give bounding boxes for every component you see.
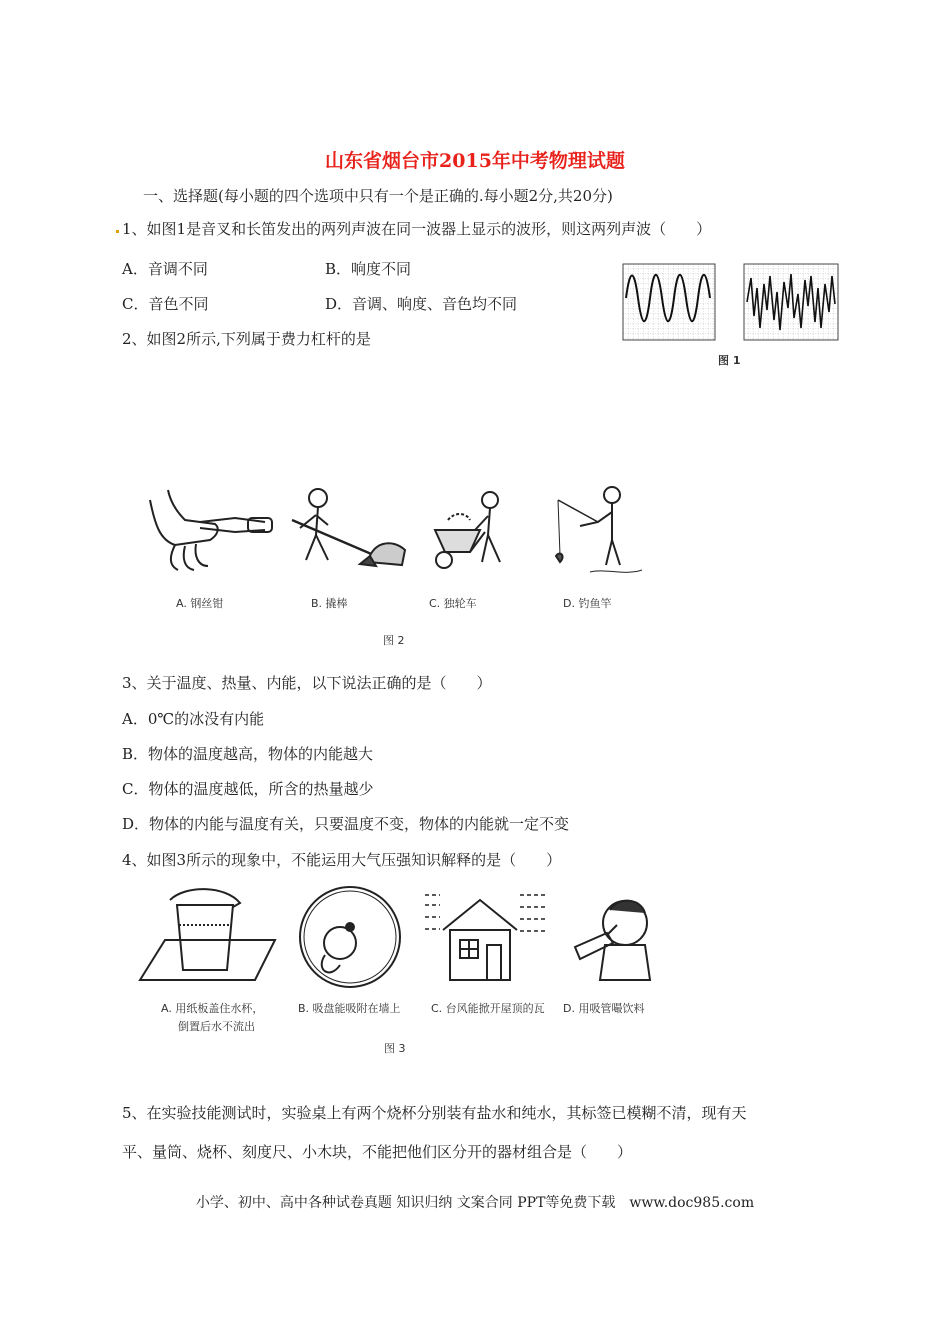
pliers-illustration	[150, 490, 272, 570]
straw-illustration	[575, 901, 650, 980]
fig3-label-a1: A. 用纸板盖住水杯，	[161, 1002, 264, 1015]
q1-option-d: D．音调、响度、音色均不同	[325, 295, 518, 313]
wheelbarrow-illustration	[435, 492, 500, 568]
q1-option-b: B．响度不同	[325, 260, 412, 278]
figure-3-caption: 图 3	[384, 1042, 406, 1055]
waveform-a-screen	[623, 264, 715, 340]
fig3-label-a2: 倒置后水不流出	[178, 1020, 255, 1033]
q3-option-d: D．物体的内能与温度有关，只要温度不变，物体的内能就一定不变	[122, 815, 570, 833]
fig2-label-d: D. 钓鱼竿	[563, 597, 612, 610]
section-heading: 一、选择题(每小题的四个选项中只有一个是正确的.每小题2分,共20分)	[143, 187, 613, 205]
marker-dot	[116, 230, 119, 233]
figure-2-levers	[130, 480, 650, 590]
q2-stem: 2、如图2所示,下列属于费力杠杆的是	[122, 330, 371, 348]
fishing-rod-illustration	[556, 487, 642, 572]
suction-cup-illustration	[300, 887, 400, 987]
q5-line-1: 5、在实验技能测试时，实验桌上有两个烧杯分别装有盐水和纯水，其标签已模糊不清，现有天	[122, 1104, 747, 1122]
fig3-label-d: D. 用吸管嘬饮料	[563, 1002, 645, 1015]
fig3-label-c: C. 台风能掀开屋顶的瓦	[431, 1002, 545, 1015]
q1-stem: 1、如图1是音叉和长笛发出的两列声波在同一波器上显示的波形，则这两列声波（ ）	[122, 220, 712, 238]
q1-option-c: C．音色不同	[122, 295, 209, 313]
cup-illustration	[140, 889, 275, 980]
page-footer: 小学、初中、高中各种试卷真题 知识归纳 文案合同 PPT等免费下载 www.doc985.com	[195, 1195, 755, 1211]
q5-line-2: 平、量筒、烧杯、刻度尺、小木块，不能把他们区分开的器材组合是（ ）	[122, 1143, 633, 1161]
q1-option-a: A．音调不同	[122, 260, 208, 278]
figure-2-caption: 图 2	[383, 634, 405, 647]
q3-option-a: A．0℃的冰没有内能	[122, 710, 265, 728]
figure-3-scenes	[135, 885, 675, 995]
house-illustration	[425, 895, 545, 980]
q4-stem: 4、如图3所示的现象中，不能运用大气压强知识解释的是（ ）	[122, 851, 562, 869]
figure-1-caption: 图 1	[718, 354, 741, 367]
fig2-label-c: C. 独轮车	[429, 597, 477, 610]
crowbar-illustration	[292, 489, 405, 566]
fig3-label-b: B. 吸盘能吸附在墙上	[298, 1002, 401, 1015]
fig2-label-a: A. 钢丝钳	[176, 597, 224, 610]
page-title: 山东省烟台市2015年中考物理试题	[325, 150, 625, 172]
q3-option-b: B．物体的温度越高，物体的内能越大	[122, 745, 374, 763]
fig2-label-b: B. 撬棒	[311, 597, 348, 610]
q3-option-c: C．物体的温度越低，所含的热量越少	[122, 780, 374, 798]
q3-stem: 3、关于温度、热量、内能，以下说法正确的是（ ）	[122, 674, 492, 692]
